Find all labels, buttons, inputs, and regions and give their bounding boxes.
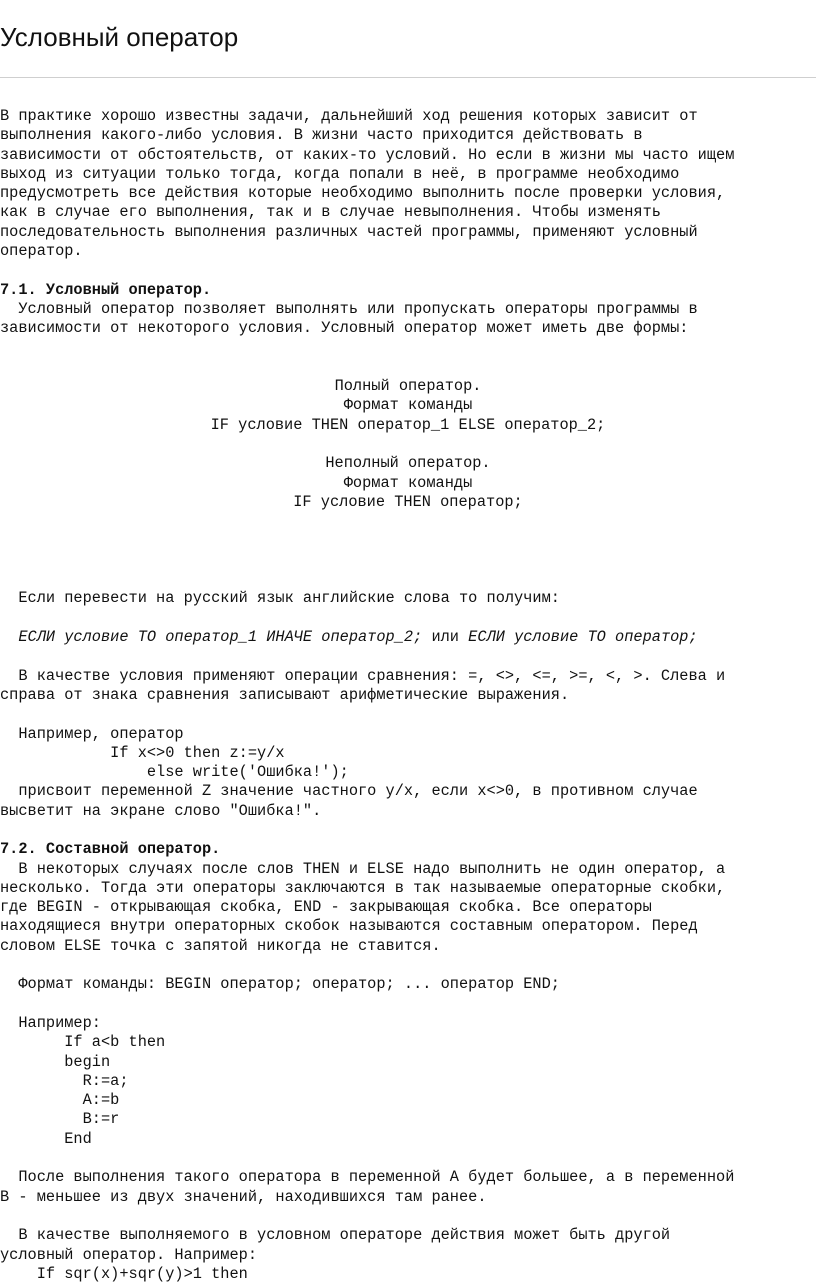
code-line: If x<>0 then z:=y/x [0, 743, 285, 762]
code-line: End [0, 1129, 92, 1148]
short-form-block [0, 454, 816, 512]
text-line: где BEGIN - открывающая скобка, END - закрывающая скобка. Все операторы [0, 898, 652, 917]
form-line: Неполный оператор. [325, 454, 491, 473]
text-line: несколько. Тогда эти операторы заключаются в так называемые операторные скобки, [0, 878, 726, 897]
code-line: else write('Ошибка!'); [0, 763, 349, 782]
form-line: Полный оператор. [334, 377, 482, 396]
text-line: находящиеся внутри операторных скобок называются составным оператором. Перед [0, 917, 698, 936]
text-line: После выполнения такого оператора в переменной A будет большее, а в переменной [0, 1168, 735, 1187]
full-form-block [0, 377, 816, 435]
form-line: Формат команды [343, 473, 473, 492]
page-title: Условный оператор [0, 22, 239, 52]
translation-short: ЕСЛИ условие ТО оператор; [468, 628, 698, 647]
text-line: В некоторых случаях после слов THEN и ELSE надо выполнить не один оператор, а [0, 859, 726, 878]
text-line: присвоит переменной Z значение частного y/x, если x<>0, в противном случае [0, 782, 698, 801]
section-heading: 7.1. Условный оператор. [0, 280, 212, 299]
section-heading: 7.2. Составной оператор. [0, 840, 221, 859]
text-line: высветит на экране слово "Ошибка!". [0, 801, 322, 820]
document-body [0, 107, 816, 1284]
text-line: B - меньшее из двух значений, находившихся там ранее. [0, 1187, 487, 1206]
form-line: IF условие THEN оператор; [293, 492, 523, 511]
text-line: Условный оператор позволяет выполнять или пропускать операторы программы в [0, 299, 698, 318]
text-line: последовательность выполнения различных частей программы, применяют условный [0, 222, 698, 241]
text-line: справа от знака сравнения записывают арифметические выражения. [0, 685, 570, 704]
text-line: зависимости от некоторого условия. Условный оператор может иметь две формы: [0, 319, 689, 338]
code-line: begin [0, 1052, 111, 1071]
title-divider [0, 77, 816, 78]
text-line: как в случае его выполнения, так и в случае невыполнения. Чтобы изменять [0, 203, 661, 222]
code-line: R:=a; [0, 1071, 129, 1090]
code-line: If a<b then [0, 1033, 166, 1052]
text-line: В качестве условия применяют операции сравнения: =, <>, <=, >=, <, >. Слева и [0, 666, 726, 685]
text-line: условный оператор. Например: [0, 1245, 258, 1264]
text-line: Если перевести на русский язык английские слова то получим: [0, 589, 560, 608]
text-line: словом ELSE точка с запятой никогда не ставится. [0, 936, 441, 955]
text-line: В практике хорошо известны задачи, дальнейший ход решения которых зависит от [0, 107, 698, 125]
translation-full: ЕСЛИ условие ТО оператор_1 ИНАЧЕ оператор_2; [18, 628, 423, 647]
translation-line [0, 628, 816, 647]
text-line: зависимости от обстоятельств, от каких-то условий. Но если в жизни мы часто ищем [0, 145, 735, 164]
form-line: IF условие THEN оператор_1 ELSE оператор_2; [210, 415, 606, 434]
text-line: Например: [0, 1013, 101, 1032]
text-line: оператор. [0, 242, 83, 261]
text-line: выполнения какого-либо условия. В жизни часто приходится действовать в [0, 126, 643, 145]
text-line: В качестве выполняемого в условном операторе действия может быть другой [0, 1226, 671, 1245]
text-line: предусмотреть все действия которые необходимо выполнить после проверки условия, [0, 184, 726, 203]
code-line: B:=r [0, 1110, 120, 1129]
text-line: выход из ситуации только тогда, когда попали в неё, в программе необходимо [0, 164, 680, 183]
code-line: If sqr(x)+sqr(y)>1 then [0, 1264, 248, 1283]
code-line: A:=b [0, 1091, 120, 1110]
form-line: Формат команды [343, 396, 473, 415]
translation-or: или [422, 628, 469, 647]
text-line: Например, оператор [0, 724, 184, 743]
intro-paragraph [0, 107, 816, 261]
text-line: Формат команды: BEGIN оператор; оператор; ... оператор END; [0, 975, 560, 994]
